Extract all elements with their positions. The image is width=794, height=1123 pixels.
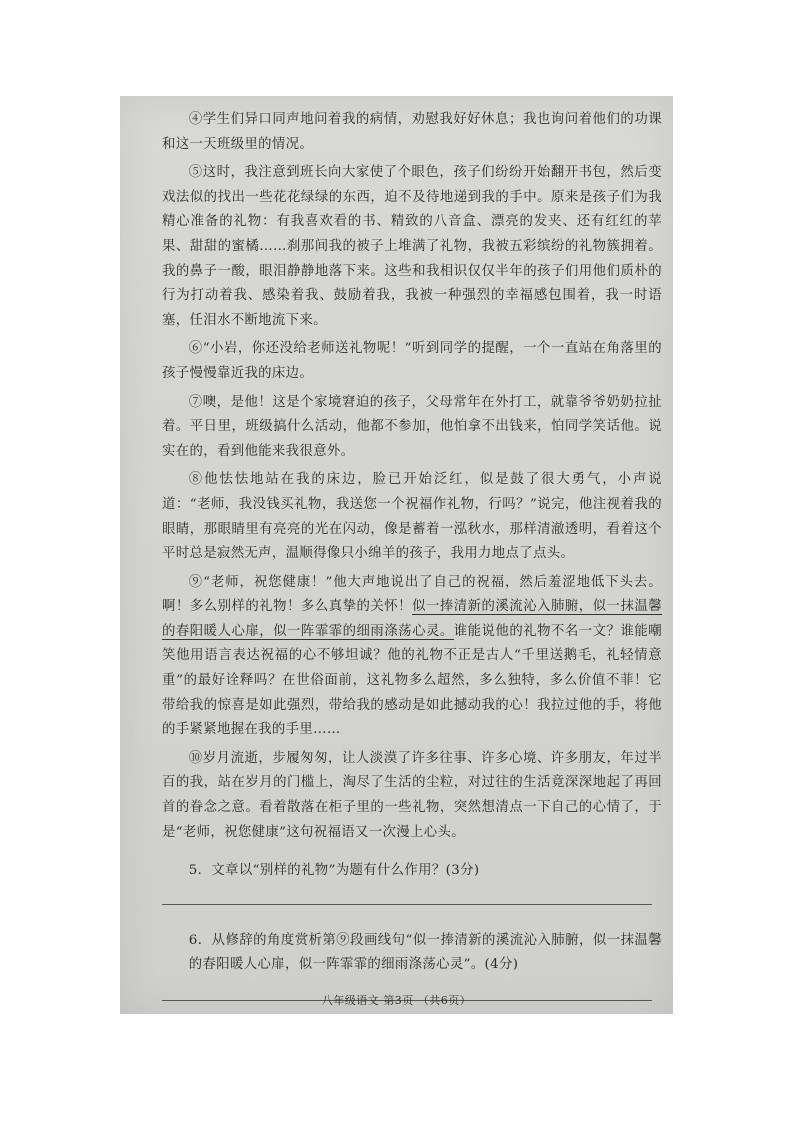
paragraph-8: ⑧他怯怯地站在我的床边，脸已开始泛红，似是鼓了很大勇气，小声说道：“老师，我没钱买礼物，我送您一个祝福作礼物，行吗？”说完，他注视着我的眼睛，那眼睛里有亮亮的光在闪动，像是蓄着一泓秋水，那样清澈透明，看着这个平时总是寂然无声，温顺得像只小绵羊的孩子，我用力地点了点头。 [162, 472, 662, 562]
paragraph-7: ⑦噢，是他！这是个家境窘迫的孩子，父母常年在外打工，就靠爷爷奶奶拉扯着。平日里，班级搞什么活动，他都不参加，他怕拿不出钱来，怕同学笑话他。说实在的，看到他能来我很意外。 [162, 394, 662, 459]
paragraph-6: ⑥“小岩，你还没给老师送礼物呢！”听到同学的提醒，一个一直站在角落里的孩子慢慢靠近我的床边。 [162, 341, 662, 381]
paragraph-4: ④学生们异口同声地问着我的病情，劝慰我好好休息；我也询问着他们的功课和这一天班级里的情况。 [162, 112, 662, 152]
answer-line-5[interactable] [162, 904, 652, 905]
exam-page-photo [120, 96, 673, 1014]
paragraph-9-before: ⑨“老师，祝您健康！”他大声地说出了自己的祝福，然后羞涩地低下头去。啊！多么别样的礼物！多么真挚的关怀！ [162, 574, 662, 615]
paragraph-9-after: 谁能说他的礼物不名一文？谁能嘲笑他用语言表达祝福的心不够坦诚？他的礼物不正是古人“千里送鹅毛，礼轻情意重”的最好诠释吗？在世俗面前，这礼物多么超然，多么独特，多么价值不菲！它带给我的惊喜是如此强烈，带给我的感动是如此撼动我的心！我拉过他的手，将他的手紧紧地握在我的手里…… [162, 623, 662, 738]
paragraph-5: ⑤这时，我注意到班长向大家使了个眼色，孩子们纷纷开始翻开书包，然后变戏法似的找出一些花花绿绿的东西，迫不及待地递到我的手中。原来是孩子们为我精心准备的礼物：有我喜欢看的书、精致的八音盒、漂亮的发夹、还有红红的苹果、甜甜的蜜橘……刹那间我的被子上堆满了礼物，我被五彩缤纷的礼物簇拥着。我的鼻子一酸，眼泪静静地落下来。这些和我相识仅仅半年的孩子们用他们质朴的行为打动着我、感染着我、鼓励着我，我被一种强烈的幸福感包围着，我一时语塞，任泪水不断地流下来。 [162, 165, 662, 328]
paragraph-9 [162, 571, 662, 743]
paragraph-10: ⑩岁月流逝，步履匆匆，让人淡漠了许多往事、许多心境、许多朋友，年过半百的我，站在岁月的门槛上，淘尽了生活的尘粒，对过往的生活竟深深地起了再回首的眷念之意。看着散落在柜子里的一些礼物，突然想清点一下自己的心情了，于是“老师，祝您健康”这句祝福语又一次漫上心头。 [162, 750, 662, 840]
page-footer: 八年级语文 第3页 （共6页） [321, 994, 472, 1007]
reading-passage [162, 108, 662, 1001]
question-6: 6．从修辞的角度赏析第⑨段画线句“似一捧清新的溪流沁入肺腑，似一抹温馨的春阳暖人心扉，似一阵霏霏的细雨涤荡心灵”。(4分) [188, 932, 662, 973]
question-5: 5．文章以“别样的礼物”为题有什么作用？(3分) [188, 863, 480, 879]
underlined-sentence: 似一捧清新的溪流沁入肺腑，似一抹温馨的春阳暖人心扉，似一阵霏霏的细雨涤荡心灵。 [162, 599, 662, 639]
